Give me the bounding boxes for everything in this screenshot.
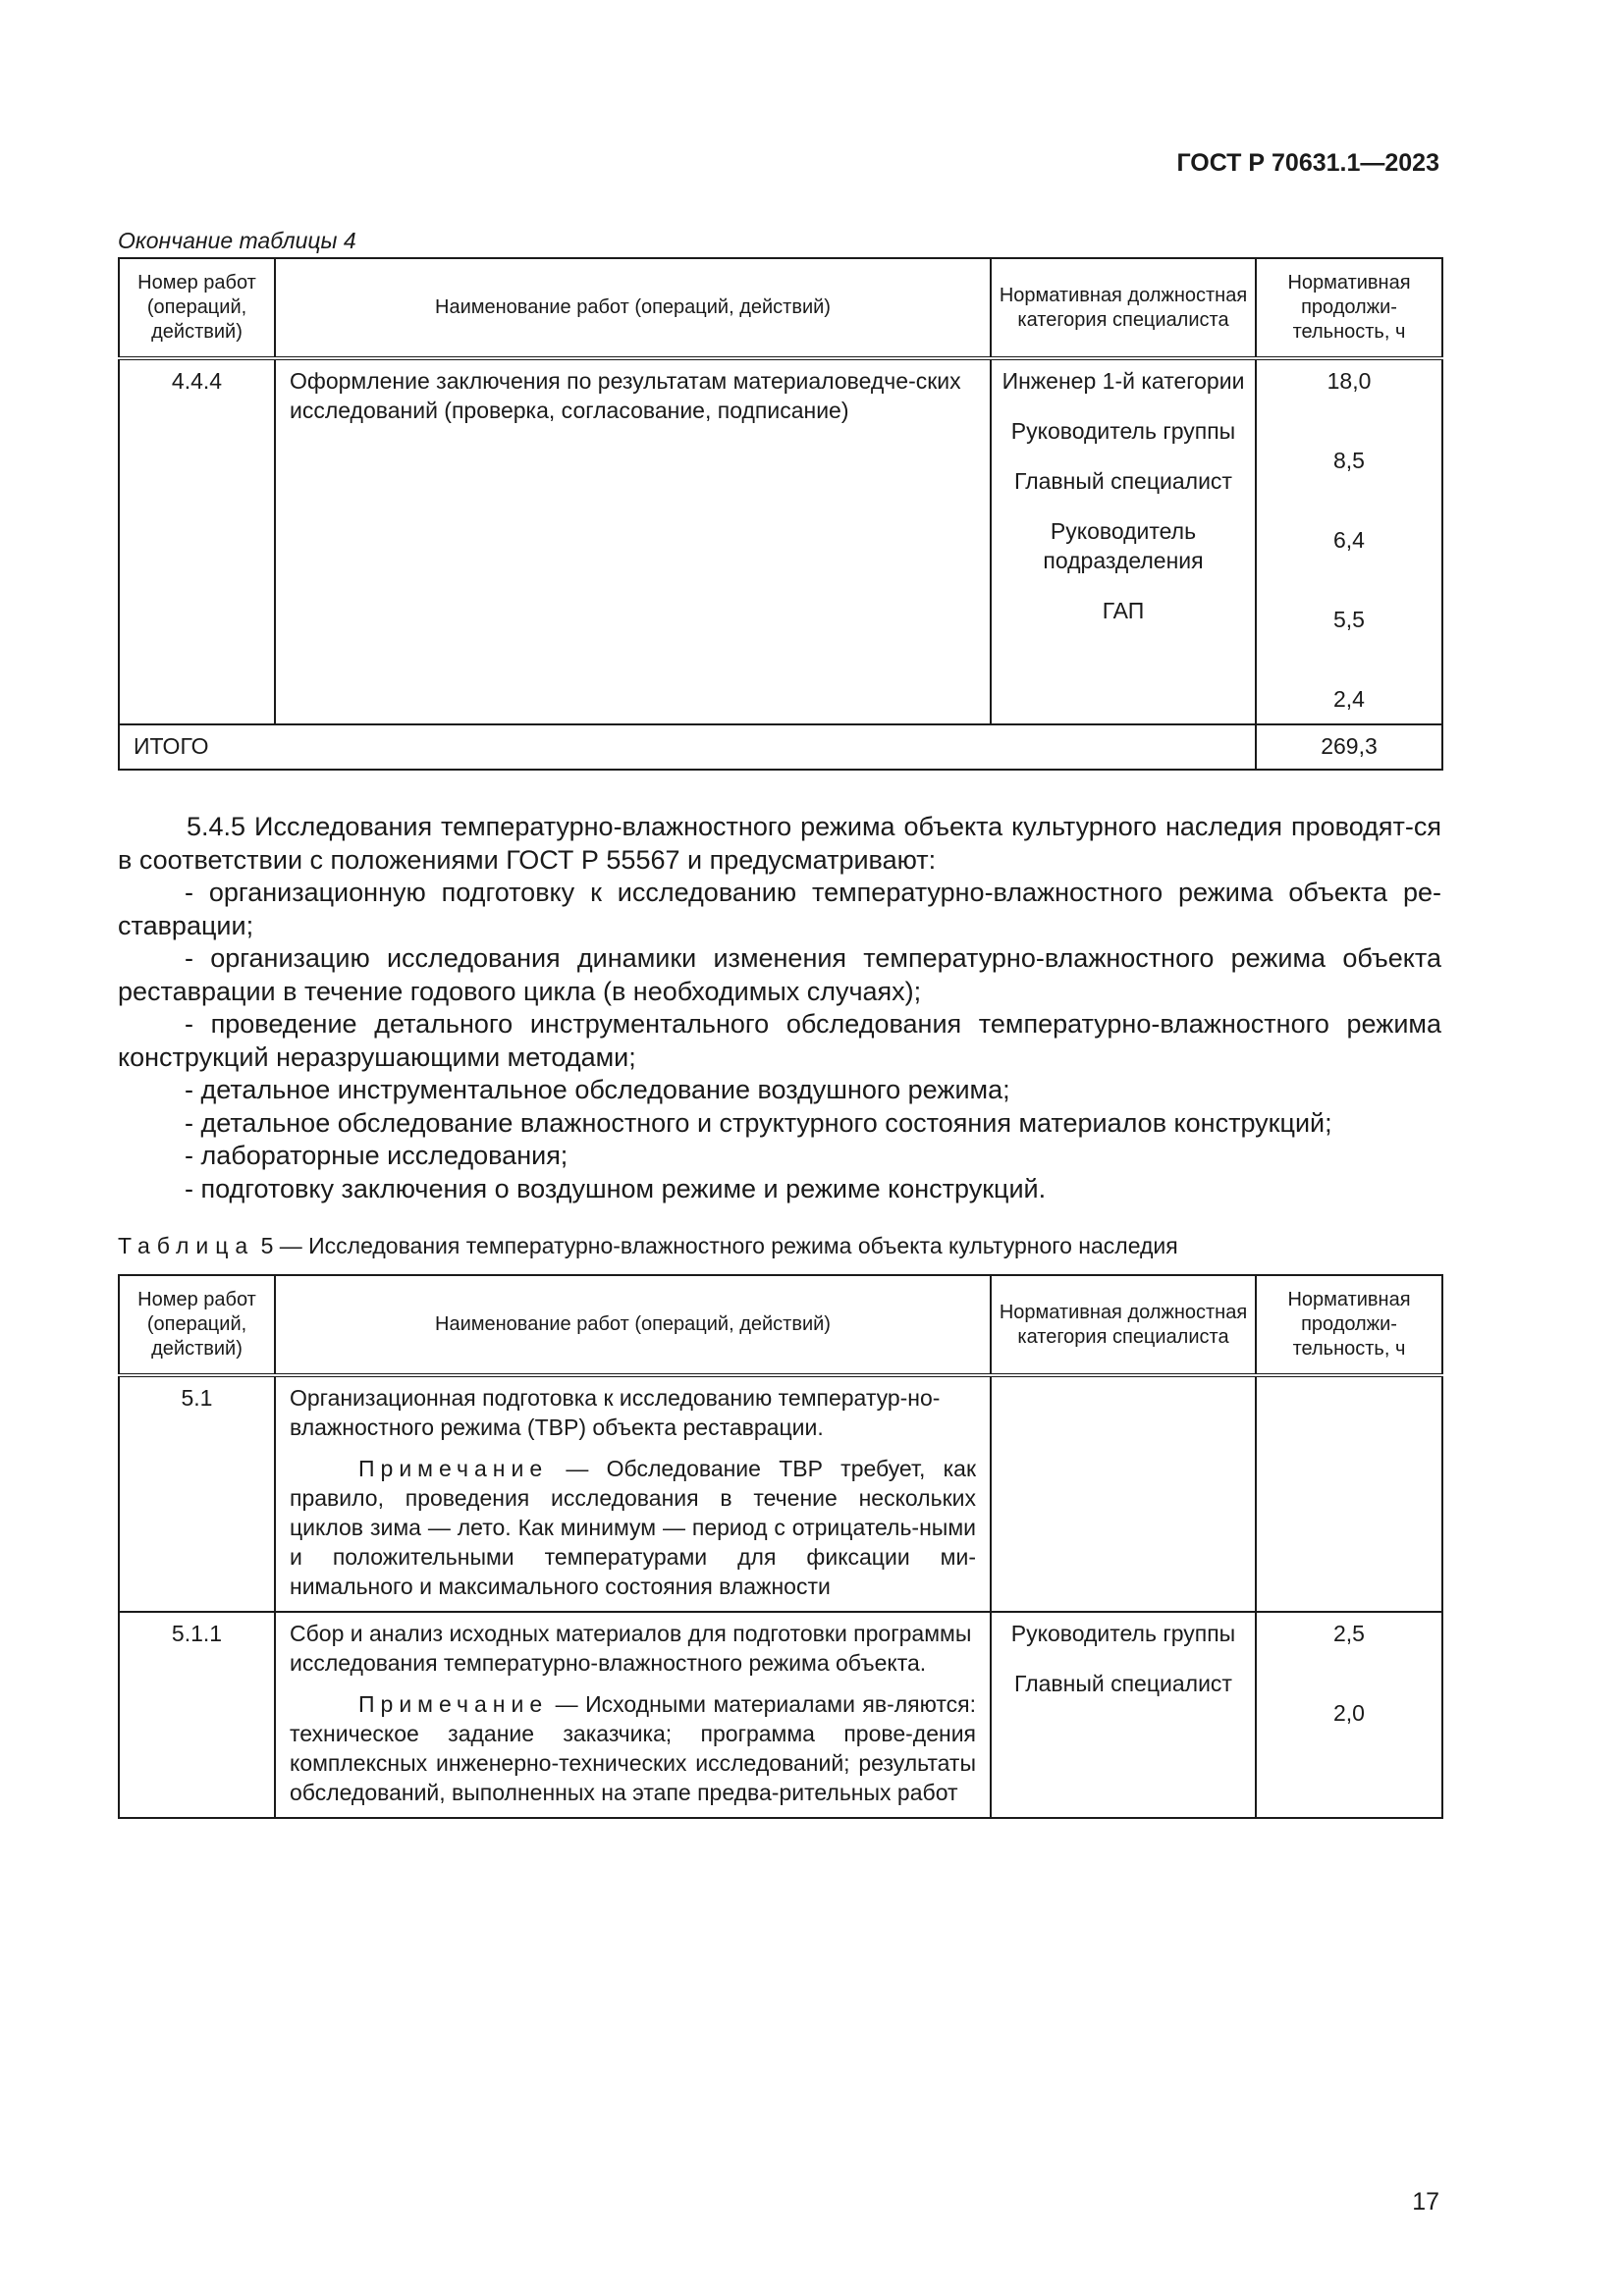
table-4 — [118, 257, 1443, 771]
row-number: 5.1 — [119, 1375, 275, 1612]
col-header-name: Наименование работ (операций, действий) — [275, 1275, 991, 1375]
table5-caption-word: Таблица — [118, 1233, 255, 1258]
duration-entry: 6,4 — [1333, 527, 1365, 553]
row-number: 4.4.4 — [119, 358, 275, 724]
duration-entry: 18,0 — [1326, 368, 1372, 394]
col-header-category: Нормативная должностная категория специалиста — [991, 258, 1256, 358]
category-entry: Руководитель подразделения — [1043, 518, 1204, 573]
document-code: ГОСТ Р 70631.1—2023 — [1176, 149, 1439, 177]
note-text: — Обследование ТВР требует, как правило, проведения исследования в течение нескольких циклов зима — лето. Как минимум — период с отрицатель-ными и положительными температурами для фиксации ми-нимального и максимального состояния влажности — [290, 1456, 977, 1599]
row-categories — [991, 1375, 1256, 1612]
category-entry: ГАП — [1102, 598, 1145, 623]
col-header-category: Нормативная должностная категория специалиста — [991, 1275, 1256, 1375]
row-durations — [1256, 1375, 1442, 1612]
table5-header-row — [119, 1275, 1442, 1375]
col-header-duration: Нормативная продолжи-тельность, ч — [1256, 258, 1442, 358]
row-note — [290, 1454, 976, 1601]
total-label: ИТОГО — [119, 724, 1256, 770]
page-number: 17 — [1412, 2188, 1439, 2216]
list-item: - организацию исследования динамики изменения температурно-влажностного режима объекта реставрации в течение годового цикла (в необходимых случаях); — [118, 943, 1441, 1006]
col-header-duration: Нормативная продолжи-тельность, ч — [1256, 1275, 1442, 1375]
table4-caption: Окончание таблицы 4 — [118, 228, 356, 253]
row-durations — [1256, 1612, 1442, 1818]
row-categories — [991, 358, 1256, 724]
col-header-name: Наименование работ (операций, действий) — [275, 258, 991, 358]
table5-caption-text: 5 — Исследования температурно-влажностного режима объекта культурного наследия — [260, 1233, 1178, 1258]
category-entry: Главный специалист — [1014, 468, 1232, 494]
note-label: Примечание — [358, 1691, 549, 1717]
col-header-number: Номер работ (операций, действий) — [119, 258, 275, 358]
table-5 — [118, 1274, 1443, 1819]
table4-header-row — [119, 258, 1442, 358]
list-item: - подготовку заключения о воздушном режиме и режиме конструкций. — [185, 1173, 1047, 1203]
duration-entry: 2,5 — [1333, 1621, 1365, 1646]
duration-entry: 8,5 — [1333, 448, 1365, 473]
row-number: 5.1.1 — [119, 1612, 275, 1818]
duration-entry: 2,4 — [1333, 686, 1365, 712]
table-row — [119, 1612, 1442, 1818]
note-text: — Исходными материалами яв-ляются: техническое задание заказчика; программа прове-дения комплексных инженерно-технических исследований; результаты обследований, выполненных на этапе предва-рительных работ — [290, 1691, 976, 1805]
category-entry: Руководитель группы — [1010, 418, 1236, 444]
total-value: 269,3 — [1256, 724, 1442, 770]
row-categories — [991, 1612, 1256, 1818]
row-work-title: Сбор и анализ исходных материалов для подготовки программы исследования температурно-влажностного режима объекта. — [290, 1621, 972, 1676]
list-item: - проведение детального инструментального обследования температурно-влажностного режима конструкций неразрушающими методами; — [118, 1009, 1441, 1072]
table-row — [119, 1375, 1442, 1612]
row-work-name — [275, 1612, 991, 1818]
row-note — [290, 1689, 976, 1807]
total-row — [119, 724, 1442, 770]
list-item: - детальное обследование влажностного и структурного состояния материалов конструкций; — [185, 1107, 1332, 1138]
section-5-4-5 — [118, 811, 1441, 1205]
list-item: - организационную подготовку к исследованию температурно-влажностного режима объекта ре-ставрации; — [118, 878, 1441, 940]
table-row — [119, 358, 1442, 724]
section-intro: 5.4.5 Исследования температурно-влажностного режима объекта культурного наследия проводят-ся в соответствии с положениями ГОСТ Р 55567 и предусматривают: — [118, 812, 1441, 875]
category-entry: Руководитель группы — [1010, 1621, 1236, 1646]
table5-caption — [118, 1233, 1178, 1259]
row-durations — [1256, 358, 1442, 724]
row-work-name: Оформление заключения по результатам материаловедче-ских исследований (проверка, согласование, подписание) — [275, 358, 991, 724]
duration-entry: 2,0 — [1333, 1700, 1365, 1726]
row-work-name — [275, 1375, 991, 1612]
col-header-number: Номер работ (операций, действий) — [119, 1275, 275, 1375]
category-entry: Инженер 1-й категории — [1001, 368, 1245, 394]
list-item: - лабораторные исследования; — [185, 1141, 568, 1170]
list-item: - детальное инструментальное обследование воздушного режима; — [185, 1075, 1010, 1104]
duration-entry: 5,5 — [1333, 607, 1365, 632]
note-label: Примечание — [358, 1456, 549, 1481]
row-work-title: Организационная подготовка к исследованию температур-но-влажностного режима (ТВР) объекта реставрации. — [290, 1385, 941, 1440]
category-entry: Главный специалист — [1014, 1671, 1232, 1696]
